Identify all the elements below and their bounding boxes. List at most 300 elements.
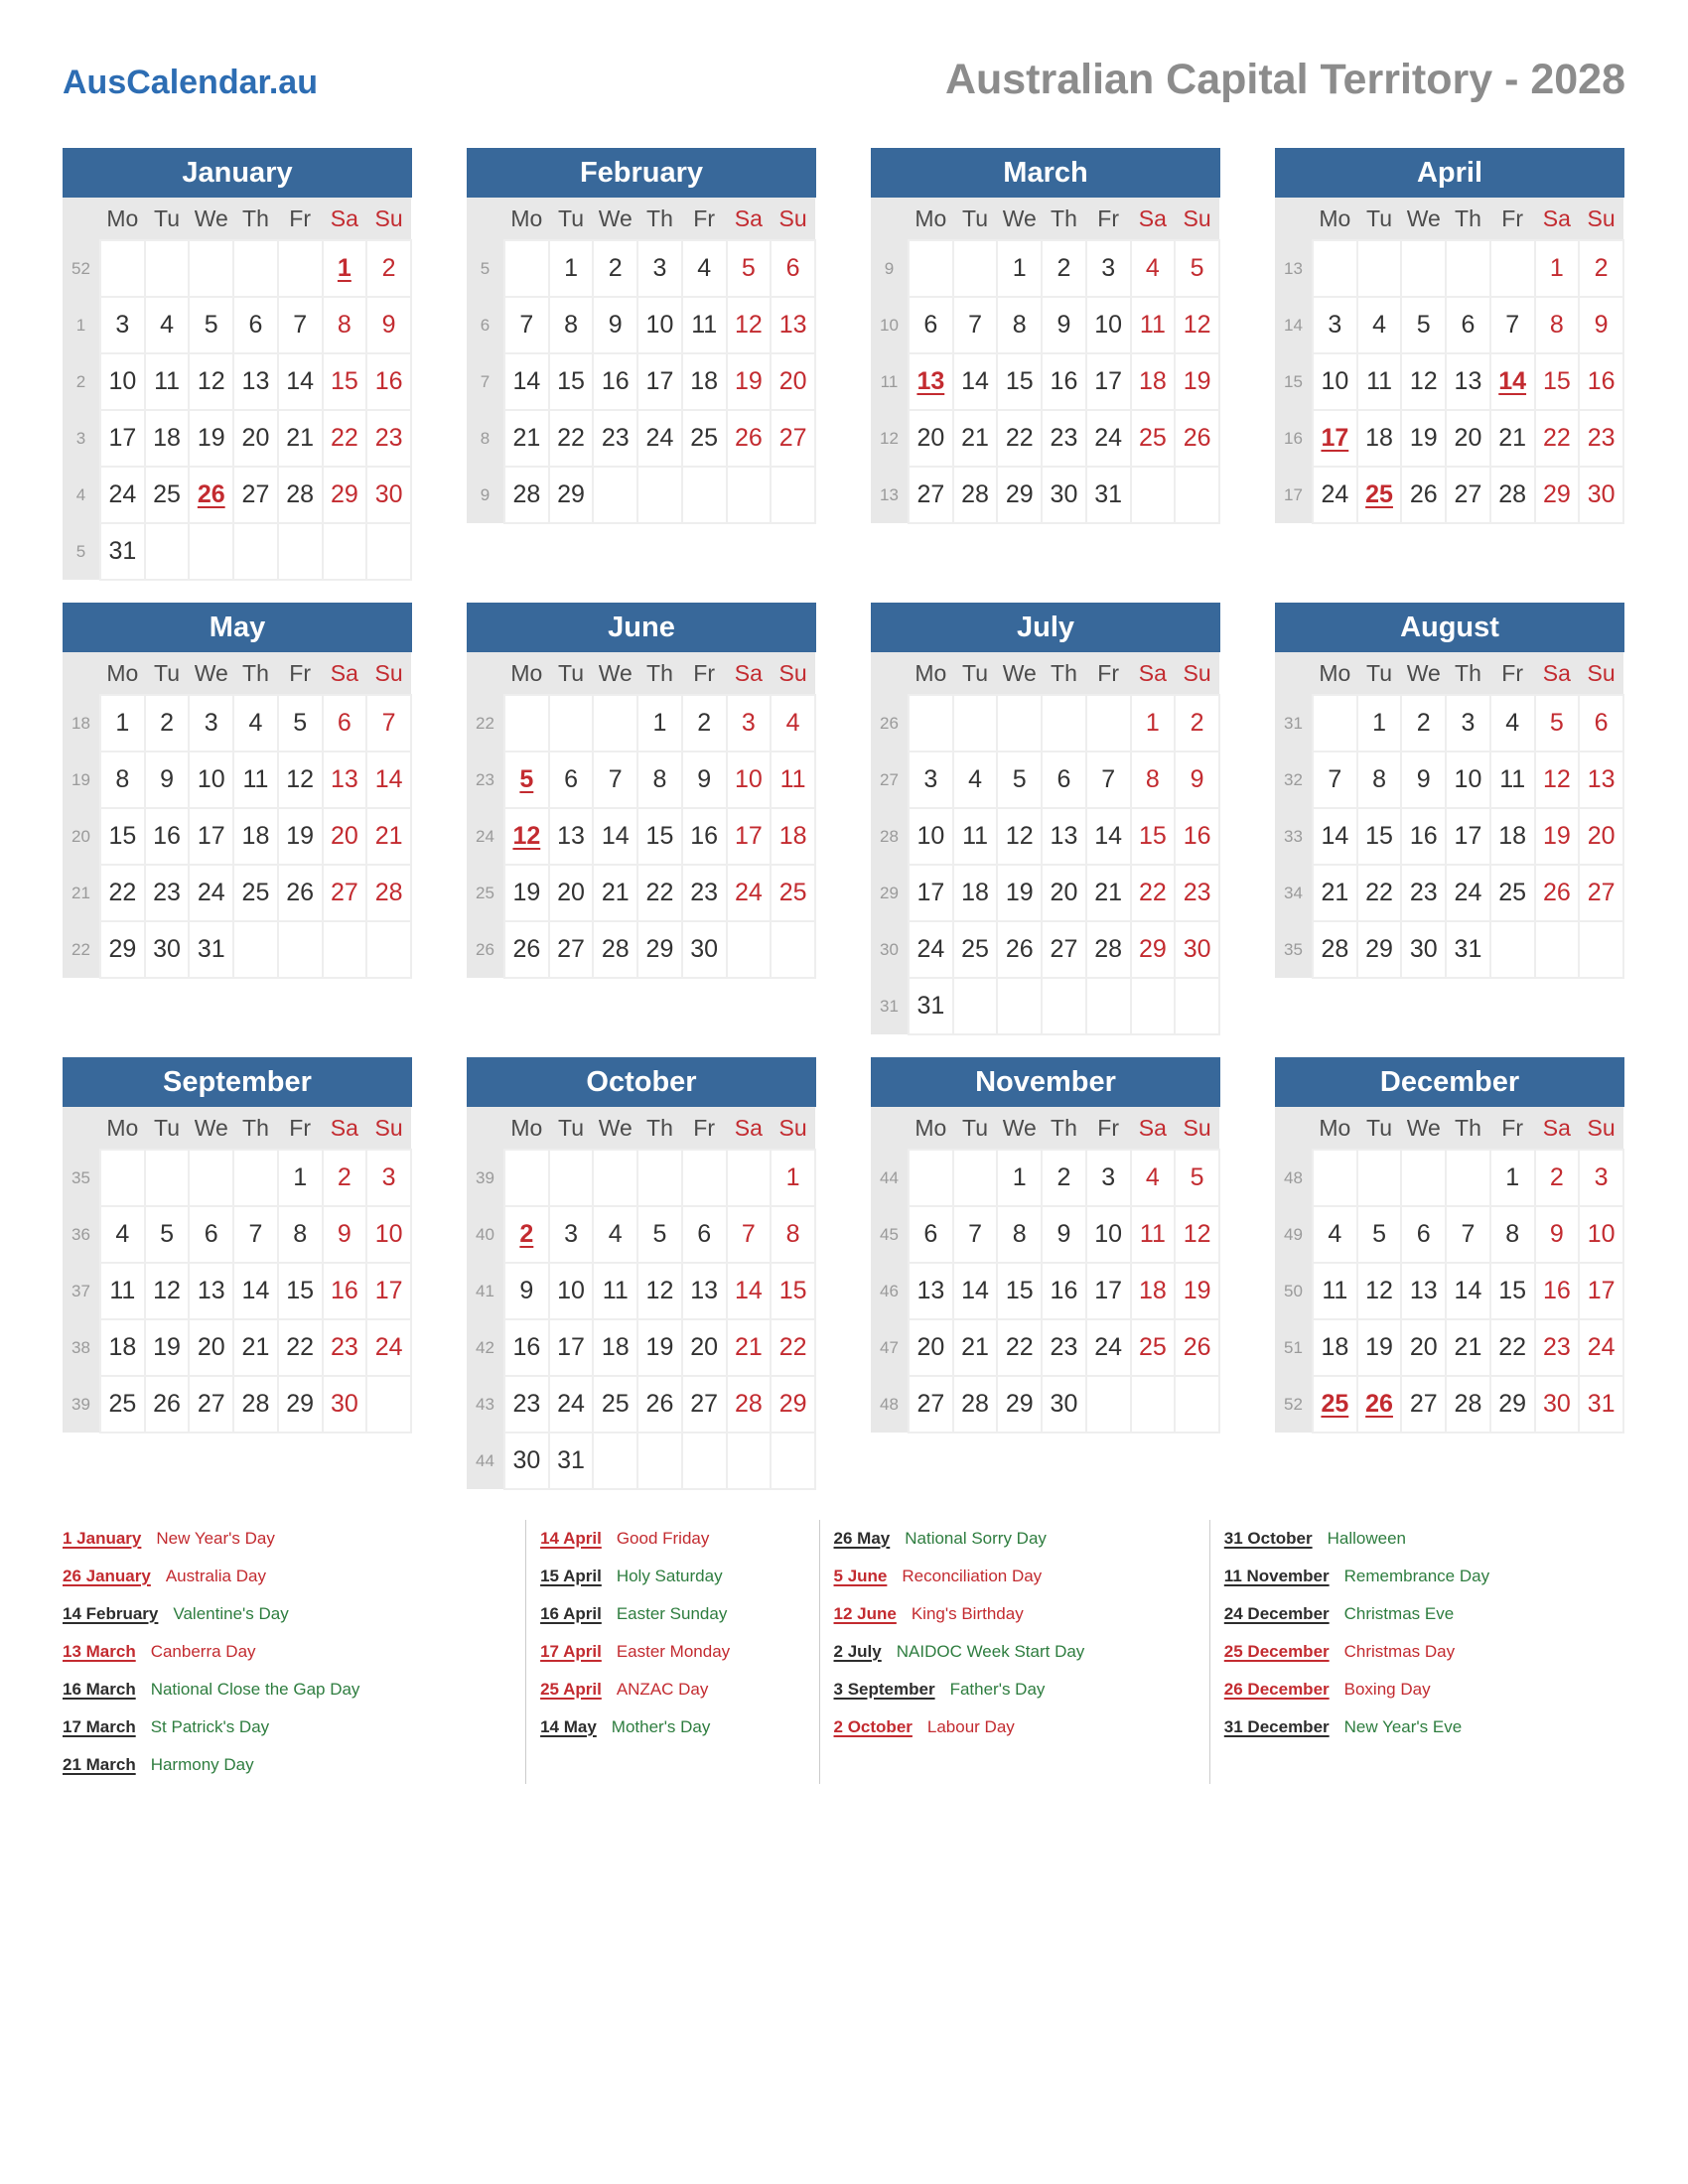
- holiday-item-date[interactable]: 25 April: [540, 1680, 602, 1699]
- week-number: 13: [871, 467, 909, 523]
- day-cell: 20: [189, 1319, 233, 1376]
- week-number: 37: [63, 1263, 100, 1319]
- day-cell: 15: [549, 353, 594, 410]
- week-number: 43: [467, 1376, 504, 1433]
- month-title: December: [1275, 1057, 1624, 1107]
- week-row: [871, 921, 1219, 978]
- holiday-date-link[interactable]: 25: [1365, 480, 1393, 508]
- day-cell: 21: [1490, 410, 1535, 467]
- weekday-label: Mo: [1313, 1107, 1357, 1150]
- week-row: [63, 1376, 411, 1433]
- day-cell: 29: [278, 1376, 323, 1433]
- day-cell: 17: [1579, 1263, 1623, 1319]
- site-logo[interactable]: AusCalendar.au: [63, 64, 318, 101]
- day-cell-empty: [233, 921, 278, 978]
- month-table: [63, 652, 412, 979]
- months-grid: [63, 148, 1625, 1490]
- day-cell-empty: [771, 1433, 815, 1489]
- day-cell: 1: [1131, 695, 1176, 751]
- day-cell: 13: [1042, 808, 1086, 865]
- day-cell: 24: [549, 1376, 594, 1433]
- day-cell-empty: [593, 1433, 637, 1489]
- week-row: [63, 921, 411, 978]
- day-cell-empty: [637, 467, 682, 523]
- holiday-item: [834, 1595, 1209, 1633]
- week-row: [871, 467, 1219, 523]
- day-cell: 23: [1579, 410, 1623, 467]
- weekday-label: Mo: [100, 198, 145, 240]
- week-number-header: [871, 198, 909, 240]
- day-cell: 11: [1131, 1206, 1176, 1263]
- weekday-label: Su: [1175, 198, 1219, 240]
- holiday-item-date[interactable]: 14 February: [63, 1604, 159, 1623]
- day-cell: 11: [233, 751, 278, 808]
- weekday-label: We: [1401, 1107, 1446, 1150]
- day-cell: 30: [1175, 921, 1219, 978]
- day-cell: 2: [145, 695, 190, 751]
- day-cell: 18: [1313, 1319, 1357, 1376]
- day-cell: 28: [953, 1376, 998, 1433]
- month-table: [467, 198, 816, 524]
- day-cell: 29: [323, 467, 367, 523]
- weekday-label: We: [997, 652, 1042, 695]
- day-cell: 15: [637, 808, 682, 865]
- day-cell: 23: [323, 1319, 367, 1376]
- holiday-item-date[interactable]: 2 October: [833, 1717, 913, 1736]
- holiday-item-date[interactable]: 24 December: [1223, 1604, 1330, 1623]
- day-cell: 17: [909, 865, 953, 921]
- day-cell: 4: [1490, 695, 1535, 751]
- holiday-item: [63, 1671, 525, 1708]
- day-cell-empty: [593, 695, 637, 751]
- day-cell: 14: [366, 751, 411, 808]
- day-cell: 12: [1175, 297, 1219, 353]
- holiday-item-date[interactable]: 2 July: [833, 1642, 882, 1661]
- day-cell: 1: [1357, 695, 1402, 751]
- week-number: 32: [1275, 751, 1313, 808]
- holiday-item-date[interactable]: 31 December: [1223, 1717, 1330, 1736]
- week-row: [63, 1263, 411, 1319]
- month-table: [1275, 1107, 1624, 1433]
- week-row: [467, 695, 815, 751]
- day-cell: 12: [1175, 1206, 1219, 1263]
- weekday-label: Tu: [953, 1107, 998, 1150]
- day-cell-empty: [1446, 1150, 1490, 1206]
- day-cell: 31: [909, 978, 953, 1034]
- day-cell: 26: [278, 865, 323, 921]
- holiday-item-date[interactable]: 16 March: [63, 1680, 136, 1699]
- holiday-item-name: NAIDOC Week Start Day: [896, 1642, 1085, 1661]
- holiday-item: [63, 1520, 525, 1558]
- day-cell: 20: [909, 1319, 953, 1376]
- day-cell: 7: [366, 695, 411, 751]
- weekday-label: We: [997, 198, 1042, 240]
- day-cell: 8: [637, 751, 682, 808]
- week-number: 14: [1275, 297, 1313, 353]
- day-cell: 6: [909, 297, 953, 353]
- holiday-item-name: ANZAC Day: [616, 1680, 709, 1699]
- day-cell-empty: [1313, 240, 1357, 297]
- day-cell: 1: [1490, 1150, 1535, 1206]
- day-cell: 30: [1579, 467, 1623, 523]
- day-cell: 27: [1446, 467, 1490, 523]
- week-number: 20: [63, 808, 100, 865]
- holiday-item-date[interactable]: 11 November: [1223, 1567, 1330, 1585]
- weekday-label: Tu: [1357, 1107, 1402, 1150]
- week-number: 5: [63, 523, 100, 580]
- day-cell-empty: [549, 695, 594, 751]
- holiday-date-link[interactable]: 2: [519, 1220, 534, 1248]
- month-table: [1275, 652, 1624, 979]
- week-row: [1275, 808, 1623, 865]
- day-cell-empty: [278, 240, 323, 297]
- holiday-date-link[interactable]: 26: [1365, 1390, 1393, 1418]
- day-cell-empty: [189, 523, 233, 580]
- day-cell: 2: [593, 240, 637, 297]
- day-cell: 4: [1357, 297, 1402, 353]
- day-cell-empty: [637, 1433, 682, 1489]
- week-number-header: [1275, 1107, 1313, 1150]
- day-cell: 18: [1357, 410, 1402, 467]
- day-cell: 1: [278, 1150, 323, 1206]
- month-july: [871, 603, 1220, 1035]
- day-cell: 21: [504, 410, 549, 467]
- day-cell: 27: [233, 467, 278, 523]
- week-row: [1275, 695, 1623, 751]
- week-row: [871, 978, 1219, 1034]
- week-row: [467, 1376, 815, 1433]
- day-cell: 18: [953, 865, 998, 921]
- day-cell: 26: [145, 1376, 190, 1433]
- day-cell: 21: [1086, 865, 1131, 921]
- day-cell: 6: [549, 751, 594, 808]
- day-cell: 22: [100, 865, 145, 921]
- weekday-label: Fr: [278, 652, 323, 695]
- day-cell: 10: [1579, 1206, 1623, 1263]
- holiday-date-link[interactable]: 25: [1321, 1390, 1349, 1418]
- weekday-label: Sa: [1535, 1107, 1580, 1150]
- day-cell: 18: [1131, 1263, 1176, 1319]
- holiday-date-link[interactable]: 12: [512, 822, 541, 850]
- day-cell: 19: [504, 865, 549, 921]
- holiday-item-date[interactable]: 12 June: [833, 1604, 897, 1623]
- holiday-column: [819, 1520, 1209, 1784]
- week-number: 34: [1275, 865, 1313, 921]
- month-november: [871, 1057, 1220, 1433]
- week-row: [1275, 467, 1623, 523]
- holiday-item-name: Father's Day: [949, 1680, 1046, 1699]
- day-cell: 25: [1131, 410, 1176, 467]
- day-cell: 15: [771, 1263, 815, 1319]
- holiday-date-link[interactable]: 26: [197, 480, 225, 508]
- day-cell: 8: [1131, 751, 1176, 808]
- day-cell: 18: [100, 1319, 145, 1376]
- day-cell: 22: [637, 865, 682, 921]
- day-cell: 10: [637, 297, 682, 353]
- weekday-label: Fr: [278, 1107, 323, 1150]
- holiday-item: [1224, 1708, 1625, 1746]
- week-number: 28: [871, 808, 909, 865]
- day-cell: 12: [278, 751, 323, 808]
- day-cell-empty: [593, 467, 637, 523]
- weekday-header-row: [871, 652, 1219, 695]
- day-cell: 8: [100, 751, 145, 808]
- weekday-label: Su: [366, 198, 411, 240]
- day-cell: 16: [682, 808, 727, 865]
- day-cell: 30: [504, 1433, 549, 1489]
- month-table: [63, 198, 412, 581]
- holiday-item-name: Valentine's Day: [173, 1604, 289, 1623]
- holiday-item-date[interactable]: 17 March: [63, 1717, 136, 1736]
- holiday-date-link[interactable]: 5: [519, 765, 534, 793]
- day-cell: 24: [1446, 865, 1490, 921]
- day-cell: 14: [1446, 1263, 1490, 1319]
- holiday-item-name: Remembrance Day: [1343, 1567, 1490, 1585]
- day-cell: 17: [189, 808, 233, 865]
- holiday-item-date[interactable]: 15 April: [540, 1567, 602, 1585]
- week-number: 51: [1275, 1319, 1313, 1376]
- month-title: June: [467, 603, 816, 652]
- week-number: 31: [1275, 695, 1313, 751]
- week-number: 29: [871, 865, 909, 921]
- day-cell: 22: [1490, 1319, 1535, 1376]
- week-row: [1275, 297, 1623, 353]
- weekday-label: Th: [1042, 652, 1086, 695]
- day-cell: 2: [366, 240, 411, 297]
- holiday-item-date[interactable]: 26 May: [833, 1529, 891, 1548]
- day-cell: 31: [1086, 467, 1131, 523]
- week-number: 50: [1275, 1263, 1313, 1319]
- holiday-item-date[interactable]: 26 January: [63, 1567, 151, 1585]
- day-cell: 8: [997, 297, 1042, 353]
- day-cell: 28: [953, 467, 998, 523]
- day-cell: 25: [100, 1376, 145, 1433]
- week-row: [467, 353, 815, 410]
- day-cell: 30: [1042, 467, 1086, 523]
- month-title: July: [871, 603, 1220, 652]
- day-cell-empty: [549, 1150, 594, 1206]
- week-number: 3: [63, 410, 100, 467]
- week-row: [63, 353, 411, 410]
- day-cell: 22: [323, 410, 367, 467]
- day-cell-empty: [682, 1150, 727, 1206]
- day-cell: 4: [1131, 240, 1176, 297]
- day-cell: 11: [1131, 297, 1176, 353]
- holiday-item-date[interactable]: 13 March: [63, 1642, 136, 1661]
- week-row: [1275, 1376, 1623, 1433]
- month-may: [63, 603, 412, 979]
- day-cell-empty: [1401, 240, 1446, 297]
- day-cell: 27: [1579, 865, 1623, 921]
- day-cell: 9: [1175, 751, 1219, 808]
- week-number-header: [1275, 198, 1313, 240]
- day-cell: 9: [1535, 1206, 1580, 1263]
- weekday-label: Fr: [1086, 198, 1131, 240]
- holiday-item-name: Labour Day: [926, 1717, 1015, 1736]
- day-cell: 22: [549, 410, 594, 467]
- day-cell: 28: [233, 1376, 278, 1433]
- day-cell: 9: [1042, 297, 1086, 353]
- day-cell: 5: [1401, 297, 1446, 353]
- day-cell: 8: [771, 1206, 815, 1263]
- holiday-item-date[interactable]: 14 April: [540, 1529, 602, 1548]
- holiday-item-date[interactable]: 26 December: [1223, 1680, 1330, 1699]
- weekday-label: Mo: [504, 652, 549, 695]
- week-row: [63, 751, 411, 808]
- day-cell: 24: [727, 865, 772, 921]
- holiday-item: [63, 1595, 525, 1633]
- week-number: 9: [871, 240, 909, 297]
- day-cell: 1: [771, 1150, 815, 1206]
- day-cell: 11: [100, 1263, 145, 1319]
- week-number-header: [1275, 652, 1313, 695]
- day-cell: 4: [593, 1206, 637, 1263]
- day-cell: 12: [1357, 1263, 1402, 1319]
- day-cell: 23: [682, 865, 727, 921]
- holiday-item-date[interactable]: 5 June: [833, 1567, 888, 1585]
- holiday-date-link[interactable]: 1: [337, 254, 352, 282]
- day-cell: 26: [1401, 467, 1446, 523]
- day-cell: 15: [278, 1263, 323, 1319]
- day-cell: 17: [1086, 1263, 1131, 1319]
- week-number: 39: [467, 1150, 504, 1206]
- day-cell: 17: [100, 410, 145, 467]
- weekday-header-row: [1275, 1107, 1623, 1150]
- day-cell: 22: [997, 1319, 1042, 1376]
- week-number-header: [871, 652, 909, 695]
- day-cell-empty: [366, 1376, 411, 1433]
- day-cell: 20: [682, 1319, 727, 1376]
- day-cell: 18: [593, 1319, 637, 1376]
- week-row: [63, 523, 411, 580]
- day-cell: 19: [1401, 410, 1446, 467]
- day-cell-empty: [1086, 978, 1131, 1034]
- day-cell: 26: [1535, 865, 1580, 921]
- day-cell: 27: [909, 1376, 953, 1433]
- day-cell: 16: [1042, 353, 1086, 410]
- day-cell: 7: [953, 297, 998, 353]
- day-cell: 28: [1313, 921, 1357, 978]
- day-cell: 25: [145, 467, 190, 523]
- holiday-date-link[interactable]: 14: [1498, 367, 1527, 395]
- weekday-label: Fr: [682, 652, 727, 695]
- month-january: [63, 148, 412, 581]
- holiday-item-date[interactable]: 14 May: [540, 1717, 597, 1736]
- weekday-header-row: [467, 1107, 815, 1150]
- day-cell: 16: [1175, 808, 1219, 865]
- day-cell: 9: [323, 1206, 367, 1263]
- weekday-label: Mo: [909, 198, 953, 240]
- day-cell: 8: [1357, 751, 1402, 808]
- day-cell-empty: [1313, 695, 1357, 751]
- day-cell: 9: [145, 751, 190, 808]
- day-cell: 13: [233, 353, 278, 410]
- day-cell: 7: [233, 1206, 278, 1263]
- holiday-legend: [63, 1520, 1625, 1784]
- month-december: [1275, 1057, 1624, 1433]
- holiday-date-link[interactable]: 13: [916, 367, 945, 395]
- day-cell: 13: [189, 1263, 233, 1319]
- day-cell: 16: [323, 1263, 367, 1319]
- week-row: [467, 751, 815, 808]
- day-cell: 18: [145, 410, 190, 467]
- weekday-label: Fr: [682, 198, 727, 240]
- month-table: [871, 1107, 1220, 1433]
- month-title: November: [871, 1057, 1220, 1107]
- holiday-item: [834, 1633, 1209, 1671]
- day-cell-empty: [1175, 467, 1219, 523]
- day-cell: 22: [1535, 410, 1580, 467]
- day-cell: 15: [100, 808, 145, 865]
- day-cell: 6: [1446, 297, 1490, 353]
- holiday-item-date[interactable]: 21 March: [63, 1755, 136, 1774]
- day-cell: [504, 808, 549, 865]
- holiday-item-name: Christmas Day: [1343, 1642, 1456, 1661]
- day-cell: 19: [1175, 1263, 1219, 1319]
- day-cell: 2: [1579, 240, 1623, 297]
- day-cell: 17: [727, 808, 772, 865]
- day-cell: 11: [1357, 353, 1402, 410]
- holiday-date-link[interactable]: 17: [1321, 424, 1349, 452]
- day-cell: 9: [1401, 751, 1446, 808]
- day-cell: 11: [1313, 1263, 1357, 1319]
- day-cell: 6: [771, 240, 815, 297]
- weekday-label: Sa: [1131, 652, 1176, 695]
- day-cell: 30: [1535, 1376, 1580, 1433]
- day-cell-empty: [278, 523, 323, 580]
- weekday-label: Sa: [727, 652, 772, 695]
- day-cell: 3: [727, 695, 772, 751]
- weekday-label: Su: [1579, 1107, 1623, 1150]
- month-table: [467, 1107, 816, 1490]
- weekday-label: Fr: [1490, 652, 1535, 695]
- day-cell: 25: [593, 1376, 637, 1433]
- week-row: [871, 240, 1219, 297]
- day-cell: 10: [1086, 297, 1131, 353]
- holiday-item-date[interactable]: 3 September: [833, 1680, 935, 1699]
- day-cell-empty: [323, 921, 367, 978]
- weekday-header-row: [467, 198, 815, 240]
- day-cell: 8: [323, 297, 367, 353]
- day-cell: 28: [727, 1376, 772, 1433]
- day-cell: 18: [771, 808, 815, 865]
- day-cell: 15: [1357, 808, 1402, 865]
- weekday-label: Fr: [1086, 652, 1131, 695]
- weekday-label: Tu: [145, 1107, 190, 1150]
- weekday-label: Th: [637, 1107, 682, 1150]
- day-cell: 4: [100, 1206, 145, 1263]
- day-cell: 21: [593, 865, 637, 921]
- day-cell-empty: [1357, 240, 1402, 297]
- week-number-header: [467, 1107, 504, 1150]
- holiday-item-date[interactable]: 17 April: [540, 1642, 602, 1661]
- day-cell-empty: [189, 1150, 233, 1206]
- holiday-item-name: Holy Saturday: [616, 1567, 723, 1585]
- day-cell: 14: [1313, 808, 1357, 865]
- day-cell: 3: [1446, 695, 1490, 751]
- day-cell: 26: [727, 410, 772, 467]
- week-row: [467, 1433, 815, 1489]
- holiday-item-date[interactable]: 1 January: [63, 1529, 142, 1548]
- day-cell: 16: [593, 353, 637, 410]
- holiday-item-date[interactable]: 25 December: [1223, 1642, 1330, 1661]
- holiday-item-date[interactable]: 16 April: [540, 1604, 602, 1623]
- holiday-item-date[interactable]: 31 October: [1223, 1529, 1313, 1548]
- day-cell: 5: [997, 751, 1042, 808]
- week-number: 26: [467, 921, 504, 978]
- holiday-item: [834, 1708, 1209, 1746]
- weekday-label: Tu: [953, 198, 998, 240]
